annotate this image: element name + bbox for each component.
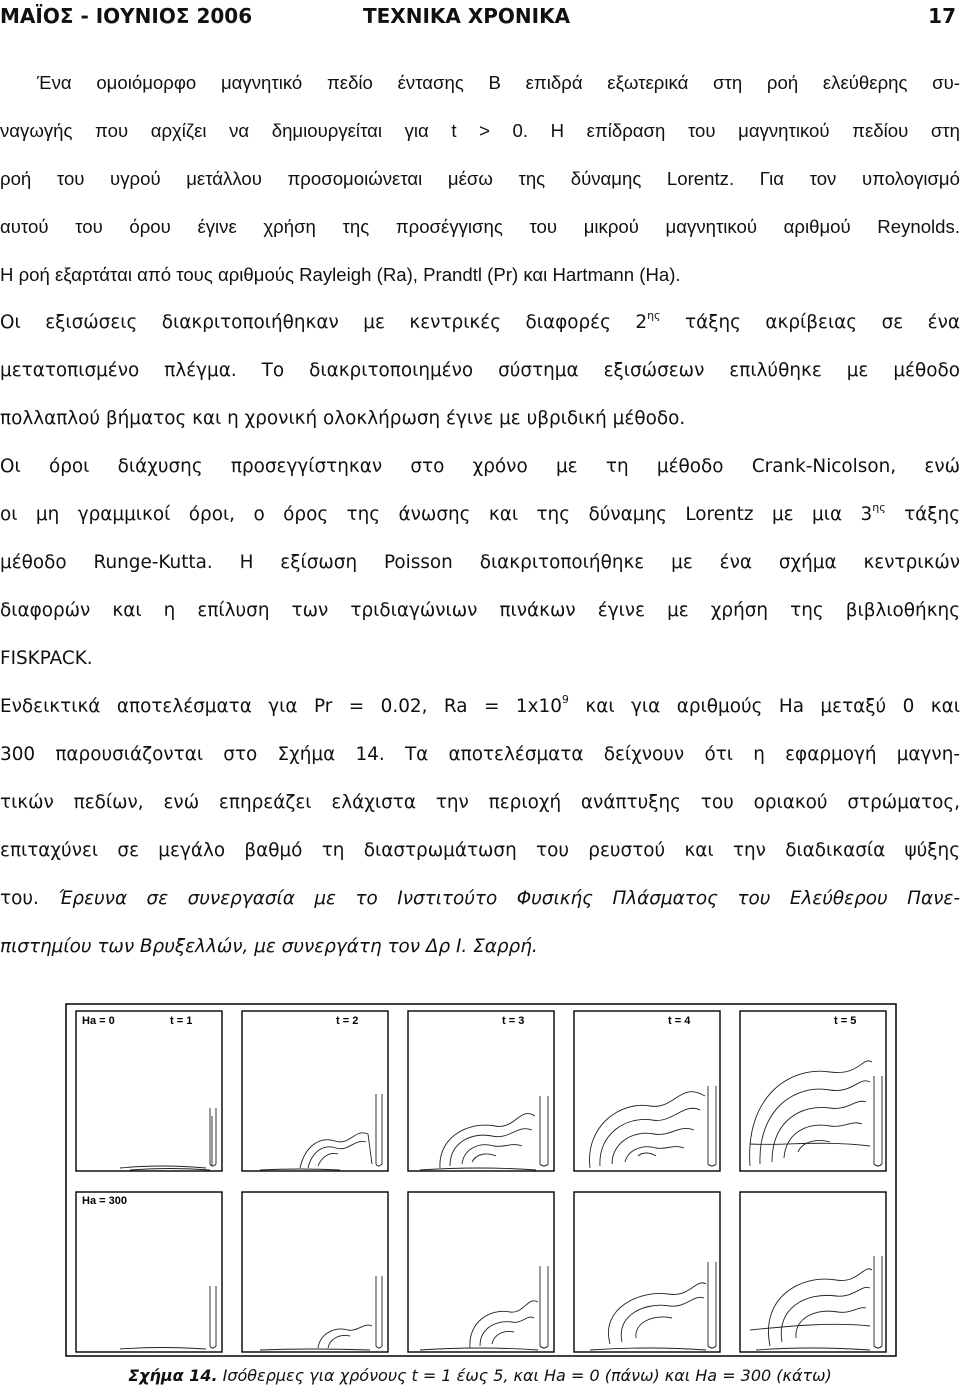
figure-frame bbox=[66, 1004, 896, 1356]
row-label-ha300: Ha = 300 bbox=[82, 1195, 127, 1207]
time-label: t = 1 bbox=[170, 1015, 193, 1027]
page-number: 17 bbox=[928, 4, 956, 28]
text-line: τικών πεδίων, ενώ επηρεάζει ελάχιστα την περιοχή ανάπτυξης του οριακού στρώματος, bbox=[0, 792, 960, 813]
panel-ha0-t2 bbox=[242, 1011, 388, 1171]
text-line: Οι εξισώσεις διακριτοποιήθηκαν με κεντρικές διαφορές $2^{\eta\varsigma}$ τάξης ακρίβειας σε ένα bbox=[0, 309, 960, 333]
isotherm-figure bbox=[0, 996, 960, 1358]
panel-ha300-t2 bbox=[242, 1192, 388, 1352]
time-label: t = 3 bbox=[502, 1015, 525, 1027]
time-label: t = 4 bbox=[668, 1015, 691, 1027]
isotherm-contours bbox=[120, 1061, 882, 1350]
time-label: t = 2 bbox=[336, 1015, 359, 1027]
text-line: ροή του υγρού μετάλλου προσομοιώνεται μέσω της δύναμης Lorentz. Για τον υπολογισμό bbox=[0, 168, 960, 189]
text-line: μετατοπισμένο πλέγμα. Το διακριτοποιημένο σύστημα εξισώσεων επιλύθηκε με μέθοδο bbox=[0, 360, 960, 381]
text-line: πιστημίου των Βρυξελλών, με συνεργάτη τον Δρ Ι. Σαρρή. bbox=[0, 936, 538, 957]
text-line: επιταχύνει σε μεγάλο βαθμό τη διαστρωμάτωση του ρευστού και την διαδικασία ψύξης bbox=[0, 840, 960, 861]
text-line: Ενδεικτικά αποτελέσματα για Pr = 0.02, $Ra = 1x10^9$ και για αριθμούς Ha μεταξύ 0 και bbox=[0, 693, 960, 717]
text-line: οι μη γραμμικοί όροι, ο όρος της άνωσης και της δύναμης Lorentz με μια $3^{\eta\varsigma}$ τάξης bbox=[0, 501, 960, 525]
figure-caption bbox=[0, 1366, 960, 1385]
panel-ha300-t5 bbox=[740, 1192, 886, 1352]
text-line: Η ροή εξαρτάται από τους αριθμούς Rayleigh (Ra), Prandtl (Pr) και Hartmann (Ha). bbox=[0, 264, 681, 285]
text-line: αυτού του όρου έγινε χρήση της προσέγγισης του μικρού μαγνητικού αριθμού Reynolds. bbox=[0, 216, 960, 237]
panel-ha300-t3 bbox=[408, 1192, 554, 1352]
page-header bbox=[0, 4, 960, 30]
panel-ha0-t3 bbox=[408, 1011, 554, 1171]
panel-ha300-t4 bbox=[574, 1192, 720, 1352]
panel-ha0-t5 bbox=[740, 1011, 886, 1171]
issue-date: ΜΑΪΟΣ - ΙΟΥΝΙΟΣ 2006 bbox=[0, 4, 253, 28]
panel-ha0-t1 bbox=[76, 1011, 222, 1171]
text-line: 300 παρουσιάζονται στο Σχήμα 14. Τα αποτελέσματα δείχνουν ότι η εφαρμογή μαγνη- bbox=[0, 744, 960, 765]
panel-ha300-t1 bbox=[76, 1192, 222, 1352]
journal-title: ΤΕΧΝΙΚΑ ΧΡΟΝΙΚΑ bbox=[363, 4, 571, 28]
row-label-ha0: Ha = 0 bbox=[82, 1015, 115, 1027]
time-label: t = 5 bbox=[834, 1015, 857, 1027]
text-line: διαφορών και η επίλυση των τριδιαγώνιων πινάκων έγινε με χρήση της βιβλιοθήκης bbox=[0, 600, 960, 621]
text-line: Οι όροι διάχυσης προσεγγίστηκαν στο χρόνο με τη μέθοδο Crank-Nicolson, ενώ bbox=[0, 456, 960, 477]
caption-text: Ισόθερμες για χρόνους t = 1 έως 5, και Ha = 0 (πάνω) και Ha = 300 (κάτω) bbox=[217, 1366, 832, 1385]
text-line: πολλαπλού βήματος και η χρονική ολοκλήρωση έγινε με υβριδική μέθοδο. bbox=[0, 408, 686, 429]
text-line: του. Έρευνα σε συνεργασία με το Ινστιτούτο Φυσικής Πλάσματος του Ελεύθερου Πανε- bbox=[0, 888, 960, 909]
caption-label: Σχήμα 14. bbox=[128, 1366, 218, 1385]
text-line: ναγωγής που αρχίζει να δημιουργείται για t > 0. Η επίδραση του μαγνητικού πεδίου στη bbox=[0, 120, 960, 141]
text-line: FISKPACK. bbox=[0, 648, 93, 669]
text-line: Ένα ομοιόμορφο μαγνητικό πεδίο έντασης Β επιδρά εξωτερικά στη ροή ελεύθερης συ- bbox=[37, 72, 960, 93]
text-line: μέθοδο Runge-Kutta. Η εξίσωση Poisson διακριτοποιήθηκε με ένα σχήμα κεντρικών bbox=[0, 552, 960, 573]
